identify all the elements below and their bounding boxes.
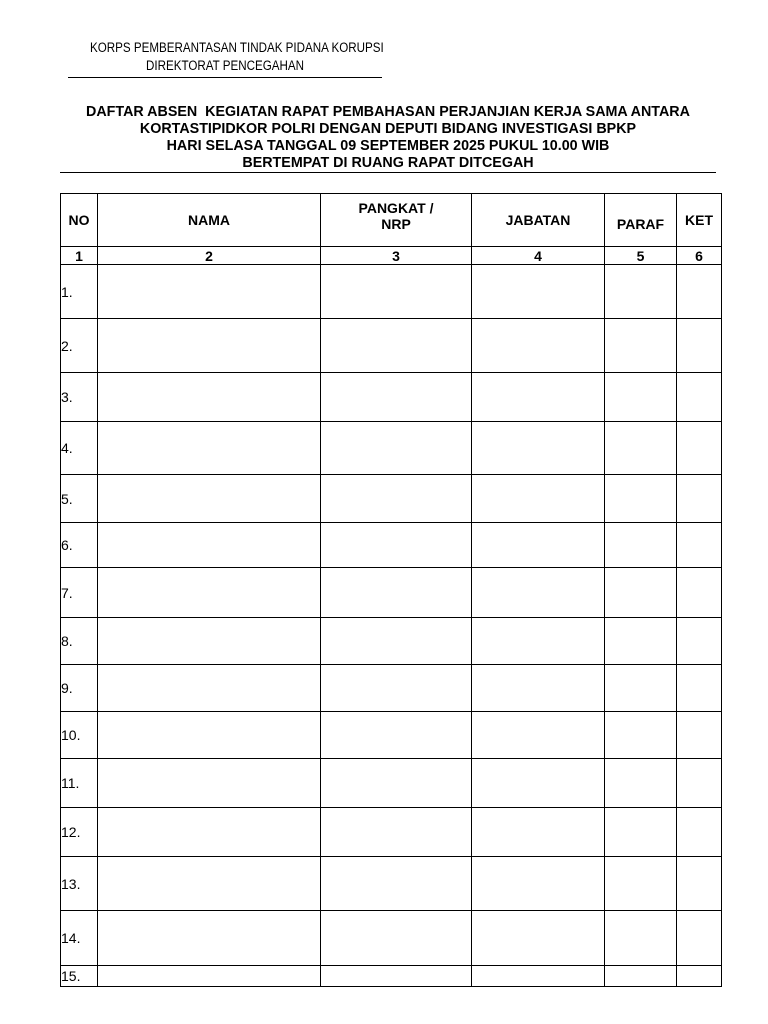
document-title	[60, 104, 716, 173]
title-line-3: HARI SELASA TANGGAL 09 SEPTEMBER 2025 PUKUL 10.00 WIB	[166, 138, 610, 154]
table-row	[61, 319, 722, 373]
title-line-4: BERTEMPAT DI RUANG RAPAT DITCEGAH	[242, 155, 534, 171]
column-number: 3	[321, 247, 472, 265]
jabatan-cell[interactable]	[472, 422, 605, 475]
pangkat-nrp-cell[interactable]	[321, 265, 472, 319]
pangkat-nrp-cell[interactable]	[321, 712, 472, 759]
column-number-row	[61, 247, 722, 265]
header-paraf: PARAF	[605, 194, 677, 247]
table-row	[61, 911, 722, 966]
title-line-1: DAFTAR ABSEN KEGIATAN RAPAT PEMBAHASAN PERJANJIAN KERJA SAMA ANTARA	[86, 104, 690, 120]
row-number: 3.	[61, 373, 98, 422]
paraf-cell[interactable]	[605, 712, 677, 759]
paraf-cell[interactable]	[605, 319, 677, 373]
nama-cell[interactable]	[98, 665, 321, 712]
pangkat-nrp-cell[interactable]	[321, 568, 472, 618]
table-row	[61, 665, 722, 712]
nama-cell[interactable]	[98, 759, 321, 808]
column-number: 6	[677, 247, 722, 265]
ket-cell[interactable]	[677, 475, 722, 523]
title-line-2: KORTASTIPIDKOR POLRI DENGAN DEPUTI BIDANG INVESTIGASI BPKP	[139, 121, 637, 137]
table-row	[61, 857, 722, 911]
row-number: 6.	[61, 523, 98, 568]
table-row	[61, 373, 722, 422]
pangkat-nrp-cell[interactable]	[321, 618, 472, 665]
pangkat-nrp-cell[interactable]	[321, 857, 472, 911]
row-number: 13.	[61, 857, 98, 911]
paraf-cell[interactable]	[605, 911, 677, 966]
letterhead-org: KORPS PEMBERANTASAN TINDAK PIDANA KORUPSI	[89, 40, 384, 55]
row-number: 8.	[61, 618, 98, 665]
table-row	[61, 808, 722, 857]
ket-cell[interactable]	[677, 759, 722, 808]
jabatan-cell[interactable]	[472, 665, 605, 712]
table-row	[61, 712, 722, 759]
column-number: 2	[98, 247, 321, 265]
header-row	[61, 194, 722, 247]
column-number: 1	[61, 247, 98, 265]
ket-cell[interactable]	[677, 618, 722, 665]
jabatan-cell[interactable]	[472, 618, 605, 665]
nama-cell[interactable]	[98, 475, 321, 523]
table-row	[61, 618, 722, 665]
attendance-table	[60, 193, 722, 987]
jabatan-cell[interactable]	[472, 712, 605, 759]
jabatan-cell[interactable]	[472, 475, 605, 523]
ket-cell[interactable]	[677, 422, 722, 475]
jabatan-cell[interactable]	[472, 265, 605, 319]
column-number: 5	[605, 247, 677, 265]
paraf-cell[interactable]	[605, 618, 677, 665]
ket-cell[interactable]	[677, 808, 722, 857]
table-row	[61, 265, 722, 319]
jabatan-cell[interactable]	[472, 759, 605, 808]
ket-cell[interactable]	[677, 373, 722, 422]
table-row	[61, 568, 722, 618]
row-number: 5.	[61, 475, 98, 523]
paraf-cell[interactable]	[605, 759, 677, 808]
jabatan-cell[interactable]	[472, 808, 605, 857]
header-nama: NAMA	[98, 194, 321, 247]
ket-cell[interactable]	[677, 319, 722, 373]
row-number: 15.	[61, 966, 98, 987]
jabatan-cell[interactable]	[472, 568, 605, 618]
row-number: 10.	[61, 712, 98, 759]
jabatan-cell[interactable]	[472, 319, 605, 373]
nama-cell[interactable]	[98, 568, 321, 618]
row-number: 2.	[61, 319, 98, 373]
table-row	[61, 759, 722, 808]
pangkat-nrp-cell[interactable]	[321, 966, 472, 987]
paraf-cell[interactable]	[605, 568, 677, 618]
pangkat-nrp-cell[interactable]	[321, 319, 472, 373]
title-underline	[60, 172, 716, 173]
paraf-cell[interactable]	[605, 373, 677, 422]
paraf-cell[interactable]	[605, 475, 677, 523]
pangkat-nrp-cell[interactable]	[321, 665, 472, 712]
jabatan-cell[interactable]	[472, 966, 605, 987]
nama-cell[interactable]	[98, 523, 321, 568]
letterhead	[68, 39, 382, 78]
ket-cell[interactable]	[677, 911, 722, 966]
ket-cell[interactable]	[677, 712, 722, 759]
row-number: 14.	[61, 911, 98, 966]
column-number: 4	[472, 247, 605, 265]
row-number: 11.	[61, 759, 98, 808]
header-no: NO	[61, 194, 98, 247]
paraf-cell[interactable]	[605, 265, 677, 319]
row-number: 9.	[61, 665, 98, 712]
paraf-cell[interactable]	[605, 966, 677, 987]
paraf-cell[interactable]	[605, 523, 677, 568]
header-pangkat-nrp: PANGKAT / NRP	[321, 194, 472, 247]
paraf-cell[interactable]	[605, 857, 677, 911]
pangkat-nrp-cell[interactable]	[321, 759, 472, 808]
ket-cell[interactable]	[677, 966, 722, 987]
paraf-cell[interactable]	[605, 665, 677, 712]
ket-cell[interactable]	[677, 568, 722, 618]
pangkat-nrp-cell[interactable]	[321, 523, 472, 568]
row-number: 7.	[61, 568, 98, 618]
nama-cell[interactable]	[98, 618, 321, 665]
nama-cell[interactable]	[98, 857, 321, 911]
paraf-cell[interactable]	[605, 808, 677, 857]
table-row	[61, 475, 722, 523]
letterhead-underline	[68, 77, 382, 78]
jabatan-cell[interactable]	[472, 373, 605, 422]
table-row	[61, 422, 722, 475]
jabatan-cell[interactable]	[472, 911, 605, 966]
ket-cell[interactable]	[677, 665, 722, 712]
letterhead-unit: DIREKTORAT PENCEGAHAN	[145, 58, 305, 73]
header-jabatan: JABATAN	[472, 194, 605, 247]
table-row	[61, 966, 722, 987]
paraf-cell[interactable]	[605, 422, 677, 475]
pangkat-nrp-cell[interactable]	[321, 808, 472, 857]
nama-cell[interactable]	[98, 373, 321, 422]
row-number: 4.	[61, 422, 98, 475]
table-row	[61, 523, 722, 568]
nama-cell[interactable]	[98, 319, 321, 373]
header-ket: KET	[677, 194, 722, 247]
nama-cell[interactable]	[98, 422, 321, 475]
nama-cell[interactable]	[98, 808, 321, 857]
pangkat-nrp-cell[interactable]	[321, 373, 472, 422]
ket-cell[interactable]	[677, 265, 722, 319]
ket-cell[interactable]	[677, 857, 722, 911]
nama-cell[interactable]	[98, 911, 321, 966]
pangkat-nrp-cell[interactable]	[321, 911, 472, 966]
nama-cell[interactable]	[98, 712, 321, 759]
nama-cell[interactable]	[98, 265, 321, 319]
nama-cell[interactable]	[98, 966, 321, 987]
ket-cell[interactable]	[677, 523, 722, 568]
row-number: 12.	[61, 808, 98, 857]
jabatan-cell[interactable]	[472, 523, 605, 568]
row-number: 1.	[61, 265, 98, 319]
pangkat-nrp-cell[interactable]	[321, 422, 472, 475]
jabatan-cell[interactable]	[472, 857, 605, 911]
pangkat-nrp-cell[interactable]	[321, 475, 472, 523]
